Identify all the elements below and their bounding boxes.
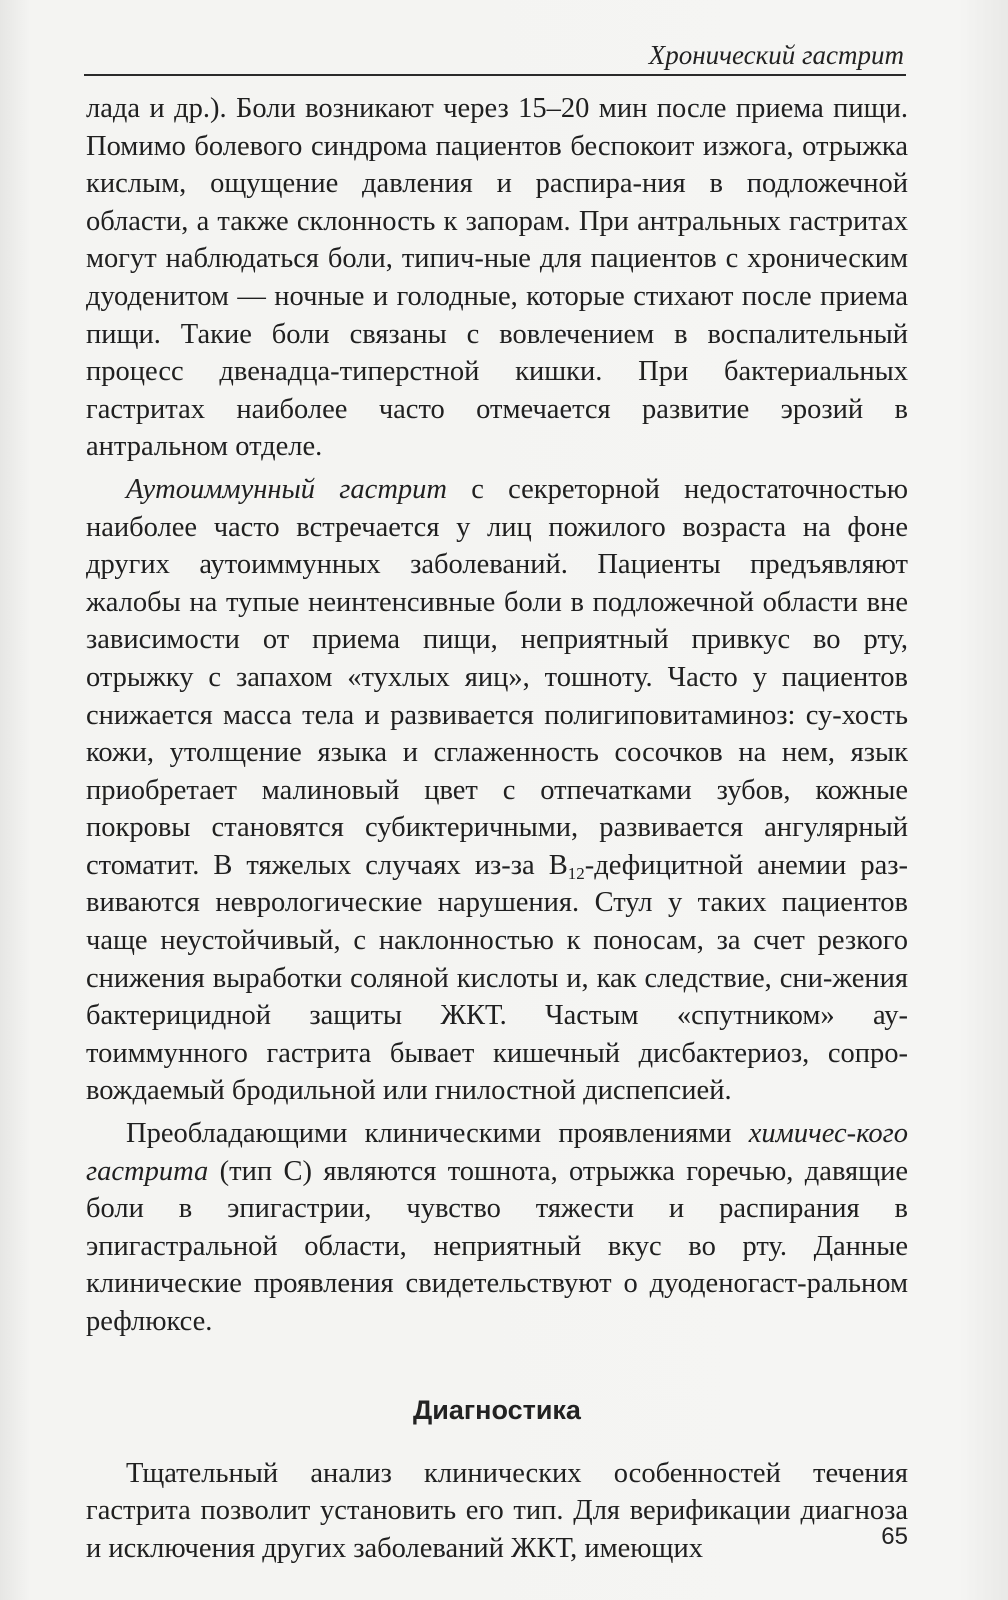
paragraph-text-part-a: с секреторной недостаточностью наиболее часто встречается у лиц пожилого возраста на фоне других аутоиммунных заболеваний. Пациенты предъявляют жалобы на тупые неинтенсивные боли в подложечной области вне зависимости от приема пищи, неприятный привкус во рту, отрыжку с запахом «тухлых яиц», тошноту. Часто у пациентов снижается масса тела и развивается полигиповитаминоз: су-хость кожи, утолщение языка и сглаженность сосочков на нем, язык приобретает малиновый цвет с отпечатками зубов, кожные покровы становятся субиктеричными, развивается ангулярный стоматит. В тяжелых случаях из-за B — [86, 473, 908, 881]
paragraph-chemical-gastritis — [86, 1115, 908, 1341]
subscript-12: 12 — [567, 863, 585, 883]
paragraph-autoimmune-gastritis — [86, 471, 908, 1110]
running-header — [84, 38, 906, 76]
section-heading-diagnostics: Диагностика — [413, 1394, 581, 1425]
paragraph-text-part-b: -дефицитной анемии раз-виваются неврологические нарушения. Стул у таких пациентов чаще неустойчивый, с наклонностью к поносам, за счет резкого снижения выработки соляной кислоты и, как следствие, сни-жения бактерицидной защиты ЖКТ. Частым «спутником» ау-тоиммунного гастрита бывает кишечный дисбактериоз, сопро-вождаемый бродильной или гнилостной диспепсией. — [86, 849, 908, 1107]
paragraph-diagnostics: Тщательный анализ клинических особенностей течения гастрита позволит установить его тип. Для верификации диагноза и исключения других заболеваний ЖКТ, имеющих — [86, 1457, 908, 1564]
paragraph-continuation: лада и др.). Боли возникают через 15–20 мин после приема пищи. Помимо болевого синдрома пациентов беспокоит изжога, отрыжка кислым, ощущение давления и распира-ния в подложечной области, а также склонность к запорам. При антральных гастритах могут наблюдаться боли, типич-ные для пациентов с хроническим дуоденитом — ночные и голодные, которые стихают после приема пищи. Такие боли связаны с вовлечением в воспалительный процесс двенадца-типерстной кишки. При бактериальных гастритах наиболее часто отмечается развитие эрозий в антральном отделе. — [86, 93, 908, 463]
page-body — [86, 90, 908, 1567]
paragraph-text-part-b: (тип C) являются тошнота, отрыжка горечью, давящие боли в эпигастрии, чувство тяжести и распирания в эпигастральной области, неприятный вкус во рту. Данные клинические проявления свидетельствуют о дуоденогаст-ральном рефлюксе. — [86, 1155, 908, 1337]
running-title: Хронический гастрит — [648, 40, 904, 70]
page-number: 65 — [881, 1523, 908, 1550]
paragraph-text-part-a: Преобладающими клиническими проявлениями — [126, 1118, 749, 1150]
term-autoimmune-gastritis: Аутоиммунный гастрит — [126, 473, 447, 505]
term-chemical-gastritis: химичес-кого гастрита — [86, 1118, 908, 1187]
